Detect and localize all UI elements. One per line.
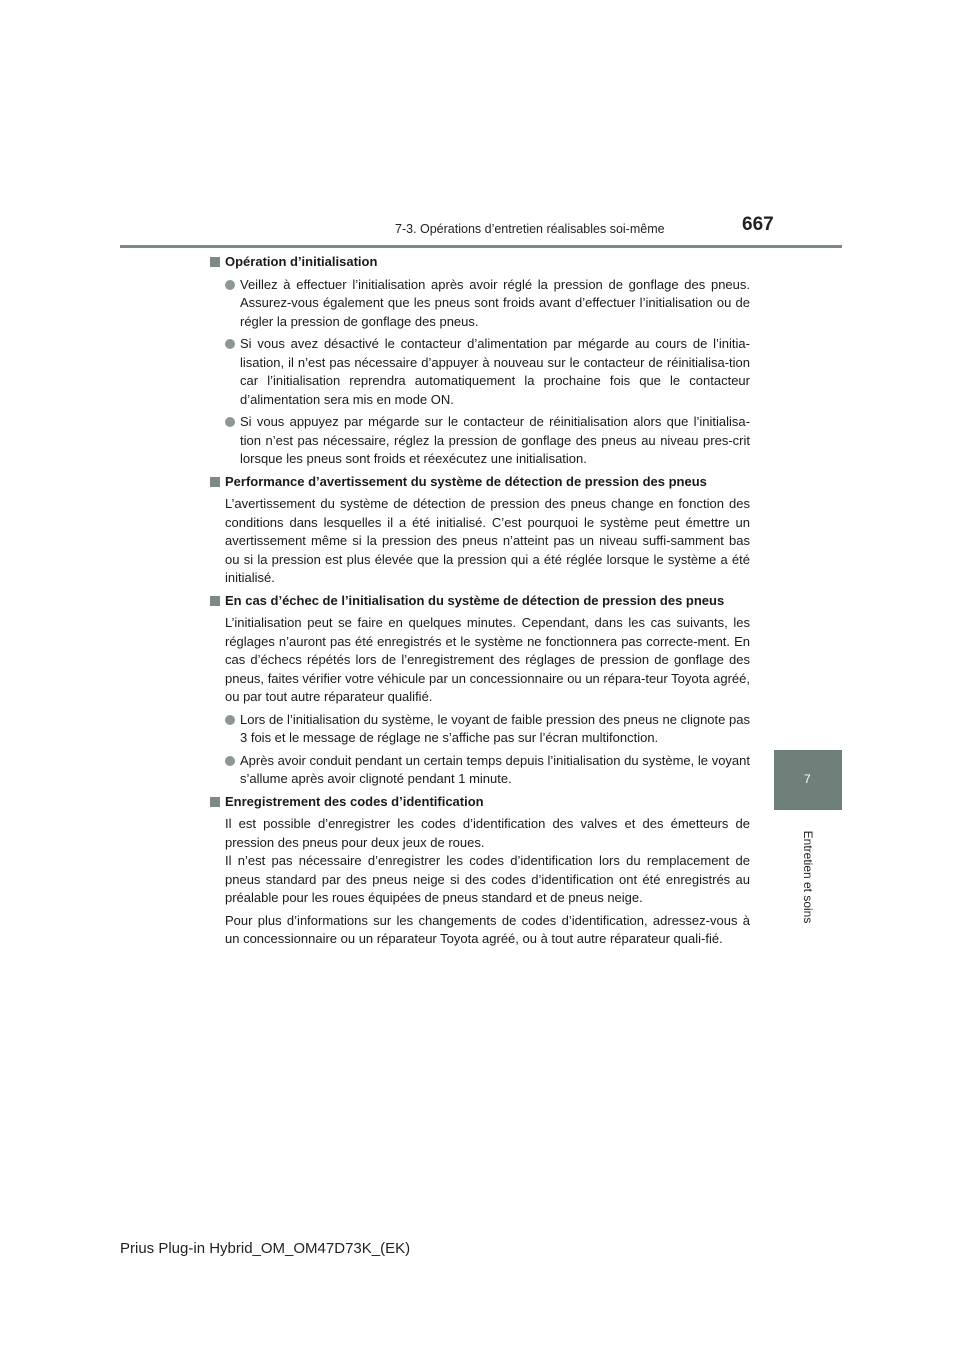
chapter-number: 7: [804, 772, 811, 786]
bullet-text: Lors de l’initialisation du système, le voyant de faible pression des pneus ne clignote pas 3 fois et le message de réglage ne s’affiche pas sur l’écran multifonction.: [240, 711, 750, 745]
page-content: [210, 253, 750, 953]
square-bullet-icon: [210, 797, 220, 807]
section-title: [210, 473, 750, 492]
section-title-text: Enregistrement des codes d’identification: [225, 793, 484, 809]
header-divider: [120, 245, 842, 248]
section-title: [210, 793, 750, 812]
section-title-text: Opération d’initialisation: [225, 254, 378, 269]
square-bullet-icon: [210, 477, 220, 487]
section-title: [210, 253, 750, 272]
paragraph: Il n’est pas nécessaire d’enregistrer les codes d’identification lors du remplacement de pneus standard par des pneus neige si des codes d’identification ont été enregistrés au préalable pour les roues équipées de pneus standard et de pneus neige.: [225, 853, 750, 905]
bullet-item: [210, 711, 750, 748]
paragraph: L’initialisation peut se faire en quelques minutes. Cependant, dans les cas suivants, les réglages n’auront pas été enregistrés et le système ne fonctionnera pas correcte-ment. En cas d’échecs répétés lors de l’enregistrement des réglages de pression de gonflage des pneus, faites vérifier votre véhicule par un concessionnaire ou un répara-teur Toyota agréé, ou par tout autre réparateur qualifié.: [225, 615, 750, 704]
bullet-text: Si vous avez désactivé le contacteur d’alimentation par mégarde au cours de l’initia-lisation, il n’est pas nécessaire d’appuyer à nouveau sur le contacteur de réinitialisa-tion car l’initialisation reprendra automatiquement la prochaine fois que le contacteur d’alimentation sera mis en mode ON.: [240, 336, 750, 407]
page-number: 667: [742, 214, 774, 235]
bullet-item: [210, 276, 750, 332]
square-bullet-icon: [210, 257, 220, 267]
circle-bullet-icon: [225, 339, 235, 349]
section-warning-performance: [210, 473, 750, 588]
section-initialisation-failure: [210, 592, 750, 789]
header-section-title: 7-3. Opérations d’entretien réalisables soi-même: [395, 222, 665, 236]
bullet-item: [210, 413, 750, 469]
circle-bullet-icon: [225, 280, 235, 290]
circle-bullet-icon: [225, 715, 235, 725]
chapter-side-label: [776, 812, 840, 942]
chapter-tab: [774, 750, 842, 810]
paragraph: L’avertissement du système de détection de pression des pneus change en fonction des conditions dans lesquelles il a été initialisé. C’est pourquoi le système peut émettre un avertissement même si la pression des pneus n’atteint pas un niveau suffi-samment bas ou si la pression est plus élevée que la pression qui a été réglée lorsque le système a été initialisé.: [225, 496, 750, 585]
section-title-text: En cas d’échec de l’initialisation du système de détection de pression des pneus: [225, 592, 725, 608]
section-initialisation: [210, 253, 750, 469]
section-title: [210, 592, 750, 611]
paragraph: Pour plus d’informations sur les changements de codes d’identification, adressez-vous à un concessionnaire ou un réparateur Toyota agréé, ou à tout autre réparateur quali-fié.: [225, 912, 750, 946]
section-title-text: Performance d’avertissement du système de détection de pression des pneus: [225, 473, 707, 489]
bullet-text: Après avoir conduit pendant un certain temps depuis l’initialisation du système, le voyant s’allume après avoir clignoté pendant 1 minute.: [240, 752, 750, 786]
square-bullet-icon: [210, 596, 220, 606]
section-id-codes: [210, 793, 750, 949]
footer-document-id: Prius Plug-in Hybrid_OM_OM47D73K_(EK): [120, 1240, 411, 1257]
paragraph: Il est possible d’enregistrer les codes d’identification des valves et des émetteurs de pression des pneus pour deux jeux de roues.: [225, 816, 750, 850]
circle-bullet-icon: [225, 756, 235, 766]
chapter-title: Entretien et soins: [801, 830, 815, 924]
bullet-item: [210, 335, 750, 409]
bullet-item: [210, 752, 750, 789]
bullet-text: Si vous appuyez par mégarde sur le contacteur de réinitialisation alors que l’initialisa-tion n’est pas nécessaire, réglez la pression de gonflage des pneus au niveau pres-crit lorsque les pneus sont froids et réexécutez une initialisation.: [240, 414, 750, 466]
circle-bullet-icon: [225, 417, 235, 427]
bullet-text: Veillez à effectuer l’initialisation après avoir réglé la pression de gonflage des pneus. Assurez-vous également que les pneus sont froids avant d’effectuer l’initialisation ou de régler la pression de gonflage des pneus.: [240, 276, 750, 329]
